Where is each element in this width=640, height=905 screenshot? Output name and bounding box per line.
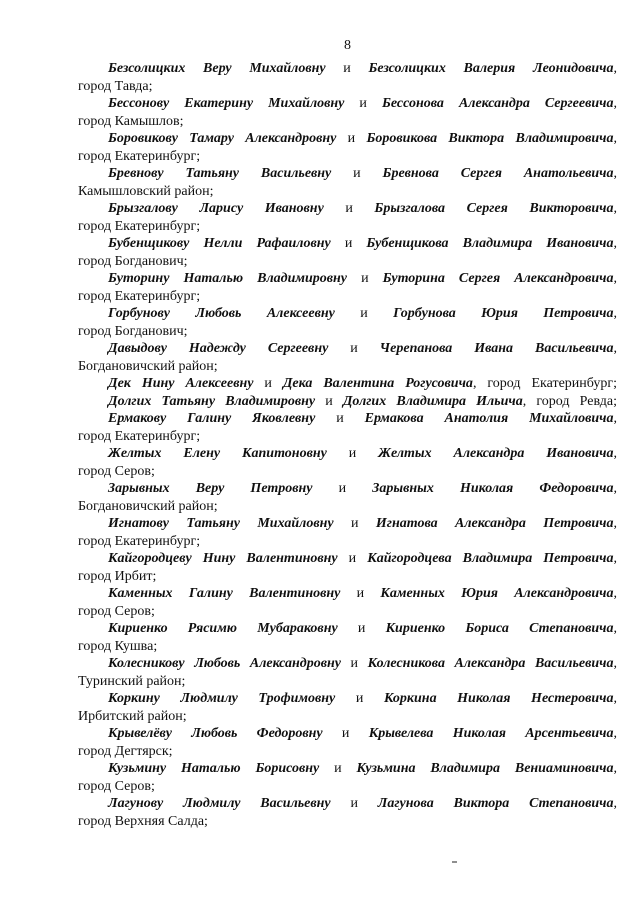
- registry-entry: [78, 235, 617, 270]
- conjunction-text: и: [337, 621, 386, 636]
- scan-artifact-mark: [452, 861, 457, 863]
- registry-entry: [78, 95, 617, 130]
- wife-name: Бессонову Екатерину Михайловну: [108, 96, 345, 111]
- separator-text: ,: [613, 796, 617, 811]
- entry-names-line: [78, 795, 617, 813]
- conjunction-text: и: [335, 691, 384, 706]
- registry-entry: [78, 375, 617, 393]
- registry-entry: [78, 795, 617, 830]
- entry-location-line: [78, 288, 617, 306]
- separator-text: ,: [613, 271, 617, 286]
- entry-location: город Камышлов;: [78, 113, 184, 129]
- registry-entry: [78, 270, 617, 305]
- conjunction-text: и: [253, 376, 283, 391]
- separator-text: ,: [613, 516, 617, 531]
- wife-name: Боровикову Тамару Александровну: [108, 131, 337, 146]
- separator-text: ,: [613, 621, 617, 636]
- conjunction-text: и: [334, 306, 394, 321]
- husband-name: Крывелева Николая Арсентьевича: [368, 726, 614, 741]
- entry-names-line: [78, 95, 617, 113]
- entry-location-line: [78, 778, 617, 796]
- entry-location: город Екатеринбург;: [78, 288, 201, 304]
- conjunction-text: и: [337, 551, 368, 566]
- conjunction-text: и: [326, 446, 379, 461]
- entry-location-line: [78, 743, 617, 761]
- separator-text: ,: [613, 166, 617, 181]
- husband-name: Игнатова Александра Петровича: [375, 516, 614, 531]
- entry-names-line: [78, 620, 617, 638]
- entry-location: город Ирбит;: [78, 568, 157, 584]
- entry-location-line: [78, 708, 617, 726]
- wife-name: Кириенко Рясимю Мубараковну: [108, 621, 338, 636]
- wife-name: Кайгородцеву Нину Валентиновну: [108, 551, 338, 566]
- separator-text: ,: [613, 306, 617, 321]
- separator-text: ,: [613, 446, 617, 461]
- entry-location: Богдановичский район;: [78, 498, 218, 514]
- entry-names-line: [78, 480, 617, 498]
- conjunction-text: и: [336, 131, 367, 146]
- husband-name: Ермакова Анатолия Михайловича: [364, 411, 614, 426]
- husband-name: Бревнова Сергея Анатольевича: [382, 166, 614, 181]
- entry-location: город Екатеринбург;: [78, 533, 201, 549]
- husband-name: Бубенщикова Владимира Ивановича: [366, 236, 614, 251]
- entry-location-line: [78, 463, 617, 481]
- entry-location: город Екатеринбург;: [78, 148, 201, 164]
- registry-entry: [78, 760, 617, 795]
- conjunction-text: и: [331, 166, 383, 181]
- entry-location: Ирбитский район;: [78, 708, 187, 724]
- husband-name: Каменных Юрия Александровича: [380, 586, 614, 601]
- separator-text: ,: [613, 656, 617, 671]
- entry-location-line: [78, 218, 617, 236]
- husband-name: Колесникова Александра Васильевича: [367, 656, 614, 671]
- separator-text: ,: [472, 376, 477, 391]
- conjunction-text: и: [340, 656, 368, 671]
- separator-text: ,: [613, 481, 617, 496]
- entry-location: город Верхняя Салда;: [78, 813, 208, 829]
- registry-entry: [78, 690, 617, 725]
- entry-names-line: [78, 235, 617, 253]
- entry-names-line: [78, 305, 617, 323]
- entry-location: Туринский район;: [78, 673, 186, 689]
- registry-entry: [78, 200, 617, 235]
- entry-names-line: [78, 725, 617, 743]
- entry-location-line: [78, 533, 617, 551]
- husband-name: Боровикова Виктора Владимировича: [366, 131, 614, 146]
- entries-list: [78, 60, 617, 830]
- wife-name: Кузьмину Наталью Борисовну: [108, 761, 320, 776]
- husband-name: Кайгородцева Владимира Петровича: [367, 551, 614, 566]
- entry-location: город Богданович;: [78, 323, 188, 339]
- registry-entry: [78, 340, 617, 375]
- entry-location: город Серов;: [78, 463, 155, 479]
- conjunction-text: и: [315, 393, 343, 409]
- entry-names-line: [78, 340, 617, 358]
- registry-entry: [78, 725, 617, 760]
- wife-name: Горбунову Любовь Алексеевну: [108, 306, 335, 321]
- wife-name: Лагунову Людмилу Васильевну: [108, 796, 331, 811]
- entry-names-line: [78, 60, 617, 78]
- entry-location-line: [78, 253, 617, 271]
- registry-entry: [78, 165, 617, 200]
- registry-entry: [78, 515, 617, 550]
- entry-location: город Екатеринбург;: [78, 428, 201, 444]
- conjunction-text: и: [344, 96, 382, 111]
- entry-names-line: [78, 585, 617, 603]
- wife-name: Бубенщикову Нелли Рафаиловну: [108, 236, 331, 251]
- separator-text: ,: [613, 586, 617, 601]
- separator-text: ,: [613, 201, 617, 216]
- entry-line: [78, 375, 617, 393]
- husband-name: Лагунова Виктора Степановича: [377, 796, 614, 811]
- conjunction-text: и: [333, 516, 376, 531]
- entry-location-line: [78, 113, 617, 131]
- wife-name: Игнатову Татьяну Михайловну: [108, 516, 334, 531]
- conjunction-text: и: [319, 761, 357, 776]
- conjunction-text: и: [312, 481, 373, 496]
- registry-entry: [78, 550, 617, 585]
- wife-name: Брызгалову Ларису Ивановну: [108, 201, 324, 216]
- wife-name: Ермакову Галину Яковлевну: [108, 411, 316, 426]
- conjunction-text: и: [325, 61, 369, 76]
- entry-names-line: [78, 445, 617, 463]
- separator-text: ,: [613, 96, 617, 111]
- wife-name: Буторину Наталью Владимировну: [108, 271, 348, 286]
- entry-location: город Серов;: [78, 603, 155, 619]
- husband-name: Кузьмина Владимира Вениаминовича: [356, 761, 614, 776]
- conjunction-text: и: [347, 271, 383, 286]
- separator-text: ,: [613, 236, 617, 251]
- husband-name: Брызгалова Сергея Викторовича: [374, 201, 614, 216]
- page-number: 8: [344, 38, 351, 53]
- entry-names-line: [78, 165, 617, 183]
- entry-names-line: [78, 130, 617, 148]
- entry-location: город Ревда;: [526, 393, 617, 409]
- conjunction-text: и: [328, 341, 380, 356]
- wife-name: Зарывных Веру Петровну: [108, 481, 313, 496]
- entry-location-line: [78, 323, 617, 341]
- registry-entry: [78, 60, 617, 95]
- husband-name: Кириенко Бориса Степановича: [385, 621, 614, 636]
- wife-name: Давыдову Надежду Сергеевну: [108, 341, 329, 356]
- entry-location-line: [78, 638, 617, 656]
- entry-names-line: [78, 515, 617, 533]
- conjunction-text: и: [330, 796, 378, 811]
- entry-location: город Серов;: [78, 778, 155, 794]
- registry-entry: [78, 585, 617, 620]
- separator-text: ,: [613, 726, 618, 741]
- wife-name: Каменных Галину Валентиновну: [108, 586, 341, 601]
- husband-name: Безсолицких Валерия Леонидовича: [368, 61, 614, 76]
- entry-names-line: [78, 550, 617, 568]
- entry-location: Камышловский район;: [78, 183, 214, 199]
- conjunction-text: и: [322, 726, 369, 741]
- registry-entry: [78, 655, 617, 690]
- entry-names-line: [78, 690, 617, 708]
- registry-entry: [78, 305, 617, 340]
- wife-name: Долгих Татьяну Владимировну: [108, 393, 316, 409]
- husband-name: Коркина Николая Нестеровича: [383, 691, 614, 706]
- conjunction-text: и: [340, 586, 381, 601]
- entry-location: город Кушва;: [78, 638, 158, 654]
- entry-location-line: [78, 603, 617, 621]
- registry-entry: [78, 480, 617, 515]
- entry-names-line: [78, 270, 617, 288]
- entry-location: город Екатеринбург;: [78, 218, 201, 234]
- separator-text: ,: [613, 551, 617, 566]
- registry-entry: [78, 393, 617, 411]
- husband-name: Зарывных Николая Федоровича: [372, 481, 614, 496]
- separator-text: ,: [613, 761, 617, 776]
- entry-location-line: [78, 568, 617, 586]
- wife-name: Коркину Людмилу Трофимовну: [108, 691, 336, 706]
- husband-name: Черепанова Ивана Васильевича: [379, 341, 614, 356]
- wife-name: Крывелёву Любовь Федоровну: [108, 726, 323, 741]
- entry-names-line: [78, 200, 617, 218]
- entry-location-line: [78, 78, 617, 96]
- entry-location-line: [78, 358, 617, 376]
- registry-entry: [78, 410, 617, 445]
- entry-names-line: [78, 760, 617, 778]
- wife-name: Дек Нину Алексеевну: [108, 376, 254, 391]
- entry-location: город Дегтярск;: [78, 743, 173, 759]
- registry-entry: [78, 445, 617, 480]
- registry-entry: [78, 620, 617, 655]
- entry-location-line: [78, 148, 617, 166]
- separator-text: ,: [522, 393, 527, 409]
- entry-location: Богдановичский район;: [78, 358, 218, 374]
- separator-text: ,: [613, 131, 617, 146]
- husband-name: Дека Валентина Рогусовича: [282, 376, 473, 391]
- conjunction-text: и: [323, 201, 375, 216]
- husband-name: Долгих Владимира Ильича: [342, 393, 523, 409]
- entry-location: город Тавда;: [78, 78, 153, 94]
- husband-name: Буторина Сергея Александровича: [382, 271, 614, 286]
- entry-location-line: [78, 428, 617, 446]
- separator-text: ,: [613, 341, 618, 356]
- entry-location-line: [78, 498, 617, 516]
- wife-name: Желтых Елену Капитоновну: [108, 446, 327, 461]
- husband-name: Бессонова Александра Сергеевича: [381, 96, 614, 111]
- entry-line: [78, 393, 617, 411]
- entry-location-line: [78, 183, 617, 201]
- wife-name: Безсолицких Веру Михайловну: [108, 61, 326, 76]
- wife-name: Колесникову Любовь Александровну: [108, 656, 341, 671]
- separator-text: ,: [613, 61, 617, 76]
- registry-entry: [78, 130, 617, 165]
- separator-text: ,: [613, 411, 617, 426]
- entry-names-line: [78, 410, 617, 428]
- conjunction-text: и: [330, 236, 367, 251]
- husband-name: Горбунова Юрия Петровича: [393, 306, 614, 321]
- entry-location: город Богданович;: [78, 253, 188, 269]
- husband-name: Желтых Александра Ивановича: [378, 446, 614, 461]
- separator-text: ,: [613, 691, 617, 706]
- entry-location: город Екатеринбург;: [476, 376, 617, 391]
- entry-location-line: [78, 813, 617, 831]
- conjunction-text: и: [315, 411, 365, 426]
- wife-name: Бревнову Татьяну Васильевну: [108, 166, 332, 181]
